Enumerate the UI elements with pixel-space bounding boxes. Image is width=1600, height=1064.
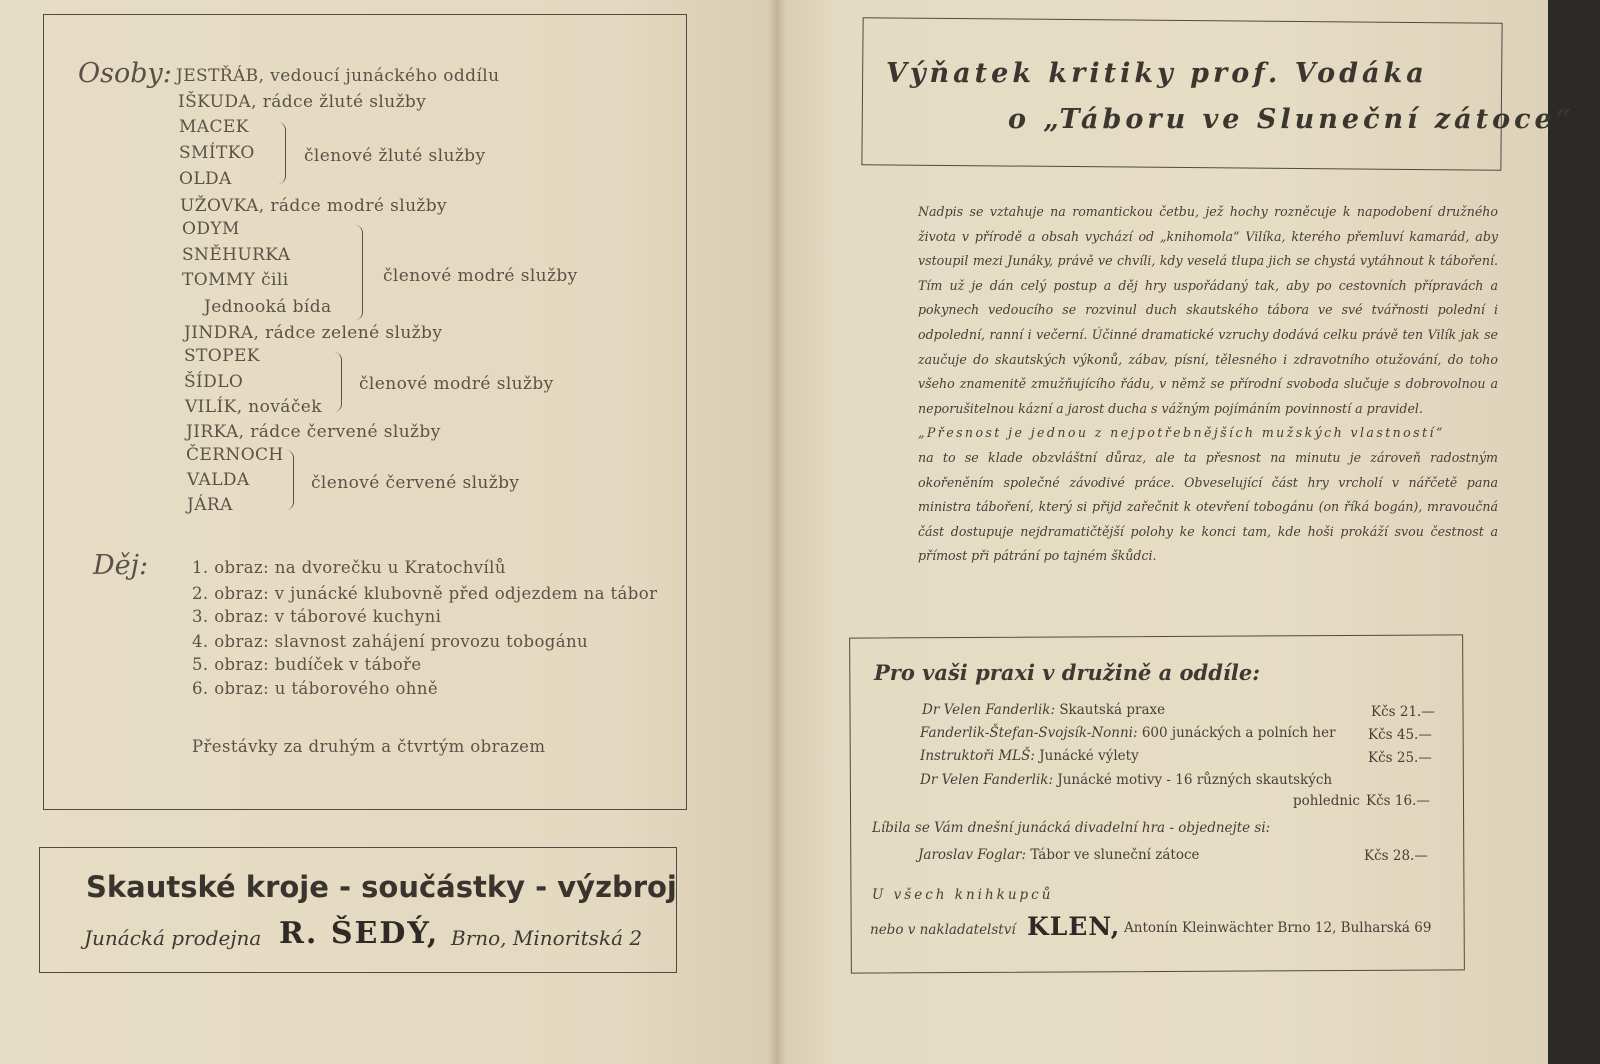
- book-title: Tábor ve sluneční zátoce: [1030, 847, 1200, 863]
- scene-item: 1. obraz: na dvorečku u Kratochvílů: [192, 558, 506, 577]
- book-title: 600 junáckých a polních her: [1141, 725, 1336, 741]
- critique-text: na to se klade obzvláštní důraz, ale ta přesnost na minutu je zároveň radostným okořeněním společné závodivé práce. Obveselující část hry vrcholí v nářčetě pana ministra táboření, který si přijd zařečnit k otevření tobogánu (on říká bogán), mravoučná část dostupuje nejdramatičtější polohy ke konci tam, kde hoši prokáží svou čestnost a přímost při pátrání po tajném škůdci.: [918, 449, 1498, 564]
- cast-line: JINDRA, rádce zelené služby: [184, 323, 443, 343]
- book-title: Junácké výlety: [1039, 748, 1139, 764]
- book-entry: [920, 748, 1139, 764]
- critique-title-line2: o „Táboru ve Sluneční zátoce“: [1008, 104, 1576, 135]
- cast-line: ŠÍDLO: [184, 372, 244, 392]
- publisher-address: Antonín Kleinwächter Brno 12, Bulharská 69: [1124, 920, 1432, 936]
- book-author: Instruktoři MLŠ:: [920, 748, 1035, 764]
- bracket: [278, 122, 286, 184]
- critique-quote: „Přesnost je jednou z nejpotřebnějších mužských vlastností“: [918, 425, 1445, 441]
- cast-group-label: členové modré služby: [383, 266, 578, 286]
- cast-group-label: členové červené služby: [311, 473, 520, 493]
- book-gutter: [768, 0, 786, 1064]
- ad-box: [39, 847, 677, 973]
- cast-line: ODYM: [182, 219, 240, 239]
- publisher-name: KLEN,: [1027, 912, 1121, 941]
- publisher-prefix: nebo v nakladatelství: [870, 922, 1016, 938]
- book-author: Dr Velen Fanderlik:: [922, 702, 1056, 718]
- bracket: [355, 225, 363, 320]
- cast-line: ČERNOCH: [186, 445, 284, 465]
- cast-line: STOPEK: [184, 346, 260, 366]
- book-author: Fanderlik-Štefan-Svojsík-Nonni:: [920, 725, 1138, 741]
- practice-title: Pro vaši praxi v družině a oddíle:: [874, 660, 1260, 685]
- book-author: Dr Velen Fanderlik:: [920, 772, 1054, 788]
- book-price: Kčs 28.—: [1364, 848, 1428, 864]
- cast-line: JIRKA, rádce červené služby: [186, 422, 441, 442]
- cast-line: MACEK: [179, 117, 249, 137]
- book-title-continued: pohlednic: [1293, 793, 1360, 809]
- cast-line: Jednooká bída: [204, 297, 332, 317]
- book-price: Kčs 45.—: [1368, 727, 1432, 743]
- book-price: Kčs 25.—: [1368, 750, 1432, 766]
- book-title: Junácké motivy - 16 různých skautských: [1057, 772, 1333, 788]
- book-entry: [922, 702, 1165, 718]
- cast-line: VILÍK, nováček: [185, 397, 322, 417]
- book-price: Kčs 16.—: [1366, 793, 1430, 809]
- cast-line: VALDA: [187, 470, 250, 490]
- ad-shop-name: R. ŠEDÝ,: [279, 916, 440, 951]
- cast-line: TOMMY čili: [182, 270, 289, 290]
- book-title: Skautská praxe: [1059, 702, 1166, 718]
- intermission-note: Přestávky za druhým a čtvrtým obrazem: [192, 737, 546, 756]
- scene-item: 6. obraz: u táborového ohně: [192, 679, 439, 698]
- critique-title-box: [861, 17, 1502, 171]
- cast-group-label: členové žluté služby: [304, 146, 486, 166]
- cast-line: OLDA: [179, 169, 232, 189]
- liked-note: Líbila se Vám dnešní junácká divadelní hra - objednejte si:: [872, 820, 1271, 836]
- bookstores-note: U všech knihkupců: [872, 887, 1054, 903]
- cast-line: IŠKUDA, rádce žluté služby: [178, 92, 427, 112]
- bracket: [286, 450, 294, 510]
- book-entry: [920, 725, 1336, 741]
- critique-text: Nadpis se vztahuje na romantickou četbu, jež hochy rozněcuje k napodobení družného života v přírodě a obsah vychází od „knihomola“ Vilíka, kterého přemluví kamarád, aby vstoupil mezi Junáky, právě ve chvíli, kdy veselá tlupa jich se chystá vytáhnout k táboření. Tím už je dán celý postup a děj hry uspořádaný tak, aby po cestovních přípravách a pokynech vedoucího se rozvinul duch skautského tábora ve své tvářnosti polední i odpolední, ranní i večerní. Účinné dramatické vzruchy dodává celku právě ten Vilík jak se zaučuje do skautských výkonů, zábav, písní, tělesného i zdravotního otužování, do toho všeho znamenitě zmužňujícího řádu, v němž se přírodní svoboda slučuje s dobrovolnou a neporušitelnou kázní a jarost ducha s vážným pojímáním povinností a pravidel.: [918, 204, 1498, 416]
- cast-line: SMÍTKO: [179, 143, 255, 163]
- ad-title: Skautské kroje - součástky - výzbroj: [86, 870, 677, 904]
- book-author: Jaroslav Foglar:: [918, 847, 1027, 863]
- critique-paragraph: [918, 200, 1498, 569]
- book-entry: [920, 772, 1332, 788]
- cast-line: JESTŘÁB, vedoucí junáckého oddílu: [176, 66, 500, 86]
- binder-edge: [1548, 0, 1600, 1064]
- critique-title-line1: Výňatek kritiky prof. Vodáka: [886, 58, 1428, 89]
- book-price: Kčs 21.—: [1371, 704, 1435, 720]
- ad-shop: Junácká prodejna: [84, 926, 262, 950]
- cast-line: JÁRA: [187, 495, 233, 515]
- ad-address: Brno, Minoritská 2: [451, 926, 643, 950]
- book-entry: [918, 847, 1200, 863]
- cast-line: SNĚHURKA: [182, 245, 291, 265]
- scene-item: 2. obraz: v junácké klubovně před odjezdem na tábor: [192, 584, 658, 603]
- scene-item: 4. obraz: slavnost zahájení provozu tobogánu: [192, 632, 589, 651]
- cast-label: Osoby:: [78, 58, 172, 89]
- cast-line: UŽOVKA, rádce modré služby: [180, 196, 448, 216]
- cast-group-label: členové modré služby: [359, 374, 554, 394]
- plot-label: Děj:: [93, 550, 149, 581]
- scene-item: 3. obraz: v táborové kuchyni: [192, 607, 442, 626]
- bracket: [334, 352, 342, 412]
- scene-item: 5. obraz: budíček v táboře: [192, 655, 422, 674]
